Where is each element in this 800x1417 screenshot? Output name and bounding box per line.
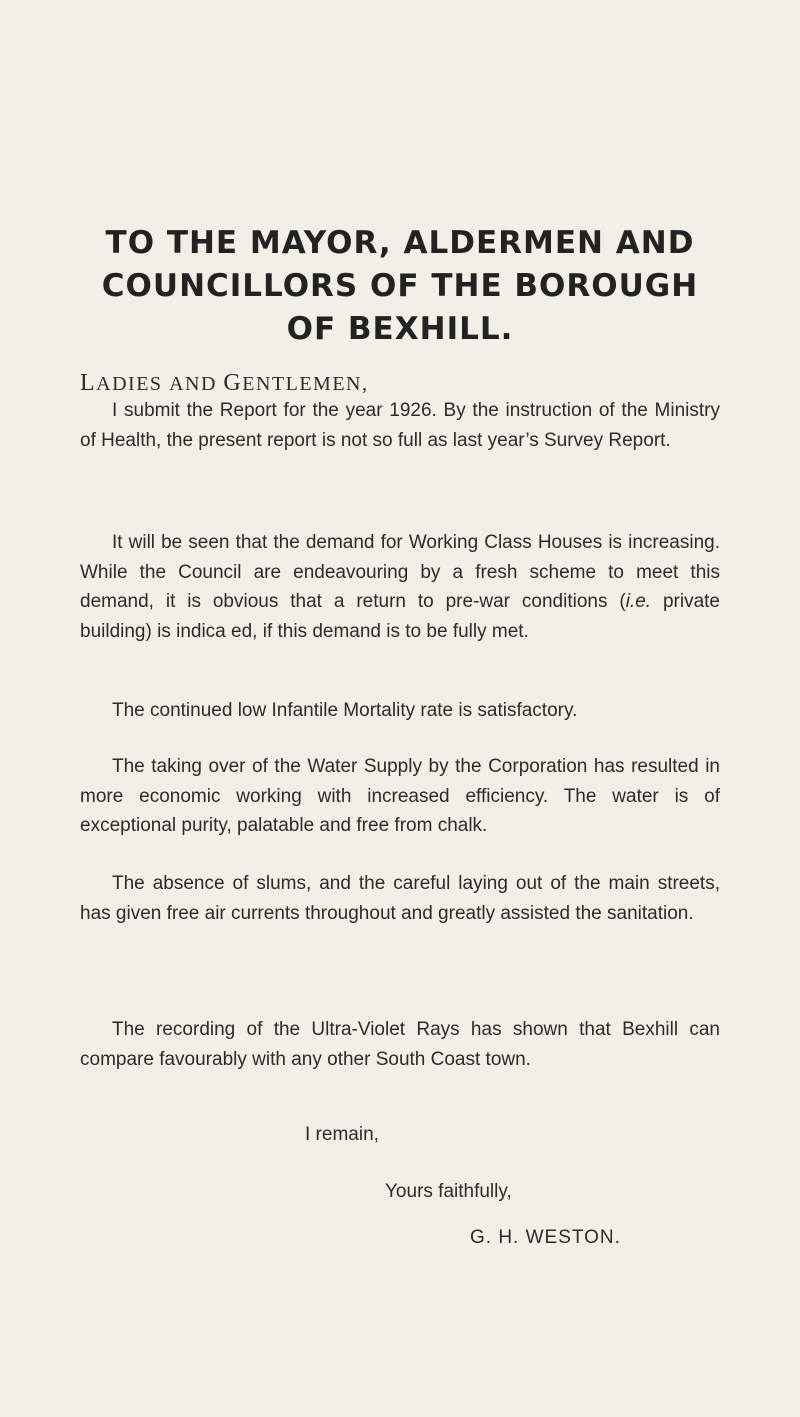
signature: G. H. WESTON.: [470, 1227, 621, 1248]
paragraph-housing: [80, 528, 720, 646]
salutation-initial-l: L: [80, 370, 97, 396]
paragraph-water-supply: The taking over of the Water Supply by the Corporation has resulted in more economic working with increased efficiency. The water is of exceptional purity, palatable and free from chalk.: [80, 756, 720, 836]
salutation-word-and: AND: [169, 373, 217, 395]
paragraph-ultra-violet: The recording of the Ultra-Violet Rays has shown that Bexhill can compare favourably with any other South Coast town.: [80, 1019, 720, 1070]
housing-text-end: private building) is indica ed, if this demand is to be fully met.: [80, 591, 720, 642]
closing-yours: Yours faithfully,: [385, 1181, 512, 1202]
salutation-word-gentlemen: ENTLEMEN,: [242, 373, 369, 395]
salutation-initial-g: G: [223, 370, 243, 396]
paragraph-sanitation: The absence of slums, and the careful laying out of the main streets, has given free air currents throughout and greatly assisted the sanitation.: [80, 873, 720, 924]
salutation: [80, 370, 369, 397]
housing-text-start: It will be seen that the demand for Working Class Houses is increasing. While the Council are endeavouring by a fresh scheme to meet this demand, it is obvious that a return to pre-war conditions (: [80, 532, 720, 612]
salutation-word-ladies: ADIES: [96, 373, 163, 395]
letter-heading: TO THE MAYOR, ALDERMEN AND COUNCILLORS OF THE BOROUGH OF BEXHILL.: [101, 225, 699, 347]
paragraph-infant-mortality: The continued low Infantile Mortality rate is satisfactory.: [112, 700, 578, 721]
closing-remain: I remain,: [305, 1124, 379, 1145]
housing-text-italic: i.e.: [625, 591, 652, 612]
paragraph-report-intro: I submit the Report for the year 1926. By the instruction of the Ministry of Health, the present report is not so full as last year’s Survey Report.: [80, 400, 720, 451]
